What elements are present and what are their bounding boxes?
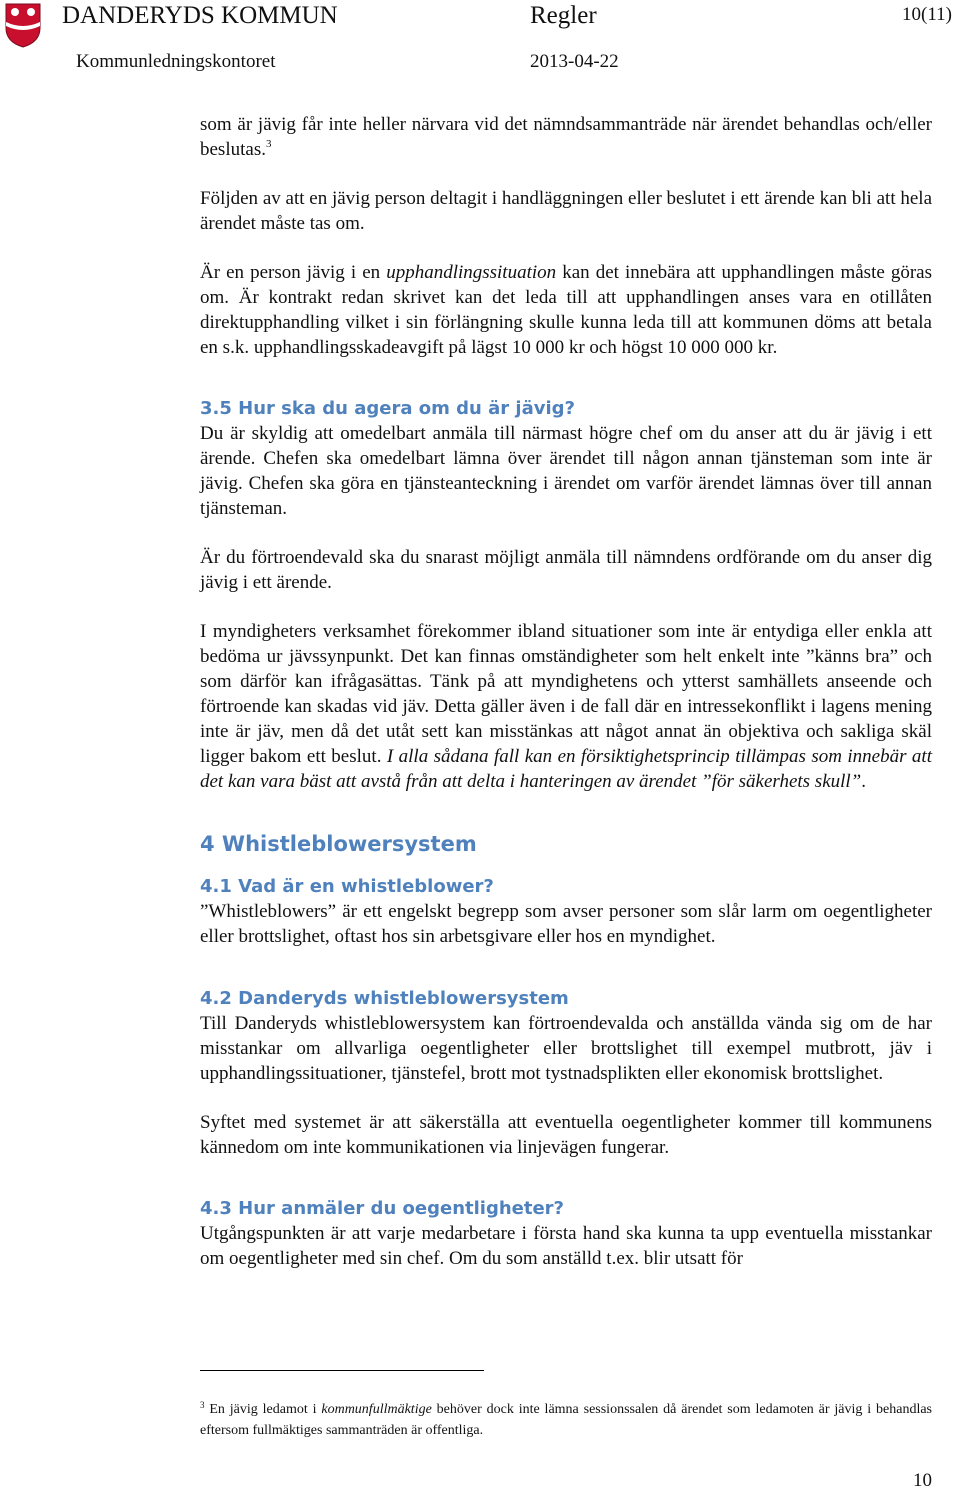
section-heading-3-5: 3.5 Hur ska du agera om du är jävig? [200, 398, 575, 419]
header-doc-type: Regler [530, 2, 597, 29]
section-heading-4: 4 Whistleblowersystem [200, 832, 477, 856]
document-body [200, 112, 932, 1271]
paragraph: Syftet med systemet är att säkerställa att eventuella oegentligheter kommer till kommunens kännedom om inte kommunikationen via linjevägen fungerar. [200, 1112, 932, 1158]
section-heading-4-2: 4.2 Danderyds whistleblowersystem [200, 988, 569, 1009]
paragraph: Du är skyldig att omedelbart anmäla till närmast högre chef om du anser att du är jävig i ett ärende. Chefen ska omedelbart lämna över ärendet till någon annan tjänsteman som inte är jävig. Chefen ska göra en tjänsteanteckning i ärendet om varför ärendet lämnas över till annan tjänsteman. [200, 423, 932, 519]
footnote-divider [200, 1370, 484, 1371]
section-heading-4-3: 4.3 Hur anmäler du oegentligheter? [200, 1198, 564, 1219]
footnote-ref: 3 [265, 138, 272, 150]
paragraph: I myndigheters verksamhet förekommer ibland situationer som inte är entydiga eller enkla att bedöma ur jävssynpunkt. Det kan finnas omständigheter som helt enkelt inte ”känns bra” och som därför kan ifrågasättas. Tänk på att myndighetens och ytterst samhällets anseende och förtroende kan skadas vid jäv. Detta gäller även i de fall där en intressekonflikt i lagens mening inte är jäv, men då det utåt sett kan misstänkas att något annat än objektiva och sakliga skäl ligger bakom ett beslut. I alla sådana fall kan en försiktighetsprincip tillämpas som innebär att det kan vara bäst att avstå från att delta i hanteringen av ärendet ”för säkerhets skull”. [200, 621, 932, 792]
paragraph: Till Danderyds whistleblowersystem kan förtroendevalda och anställda vända sig om de har misstankar om allvarliga oegentligheter eller brottslighet till exempel mutbrott, jäv i upphandlingssituationer, tjänstefel, brott mot tystnadsplikten eller ekonomisk brottslighet. [200, 1013, 932, 1084]
paragraph: Följden av att en jävig person deltagit i handläggningen eller beslutet i ett ärende kan bli att hela ärendet måste tas om. [200, 188, 932, 234]
paragraph: ”Whistleblowers” är ett engelskt begrepp som avser personer som slår larm om oegentligheter eller brottslighet, oftast hos sin arbetsgivare eller hos en myndighet. [200, 901, 932, 947]
header-page-count: 10(11) [902, 4, 952, 25]
footnote: $^3$ En jävig ledamot i kommunfullmäktige behöver dock inte lämna sessionssalen då ärendet som ledamoten är jävig i behandlas eftersom fullmäktiges sammanträden är offentliga. [200, 1400, 933, 1438]
header-department: Kommunledningskontoret [76, 51, 276, 72]
municipality-crest-logo [4, 2, 42, 48]
paragraph: Utgångspunkten är att varje medarbetare i första hand ska kunna ta upp eventuella misstankar om oegentligheter med sin chef. Om du som anställd t.ex. blir utsatt för [200, 1223, 932, 1269]
header-date: 2013-04-22 [530, 51, 619, 72]
paragraph: Är en person jävig i en upphandlingssituation kan det innebära att upphandlingen måste göras om. Är kontrakt redan skrivet kan det leda till att upphandlingen anses vara en otillåten direktupphandling vilket i sin förlängning skulle kunna leda till att kommunen döms att betala en s.k. upphandlingsskadeavgift på lägst 10 000 kr och högst 10 000 000 kr. [200, 262, 932, 358]
header-org-name: DANDERYDS KOMMUN [62, 2, 338, 29]
paragraph: som är jävig får inte heller närvara vid det nämndsammanträde när ärendet behandlas och/eller beslutas.$^3$ [200, 114, 932, 160]
paragraph: Är du förtroendevald ska du snarast möjligt anmäla till nämndens ordförande om du anser dig jävig i ett ärende. [200, 547, 932, 593]
page-number: 10 [913, 1470, 932, 1491]
section-heading-4-1: 4.1 Vad är en whistleblower? [200, 876, 494, 897]
